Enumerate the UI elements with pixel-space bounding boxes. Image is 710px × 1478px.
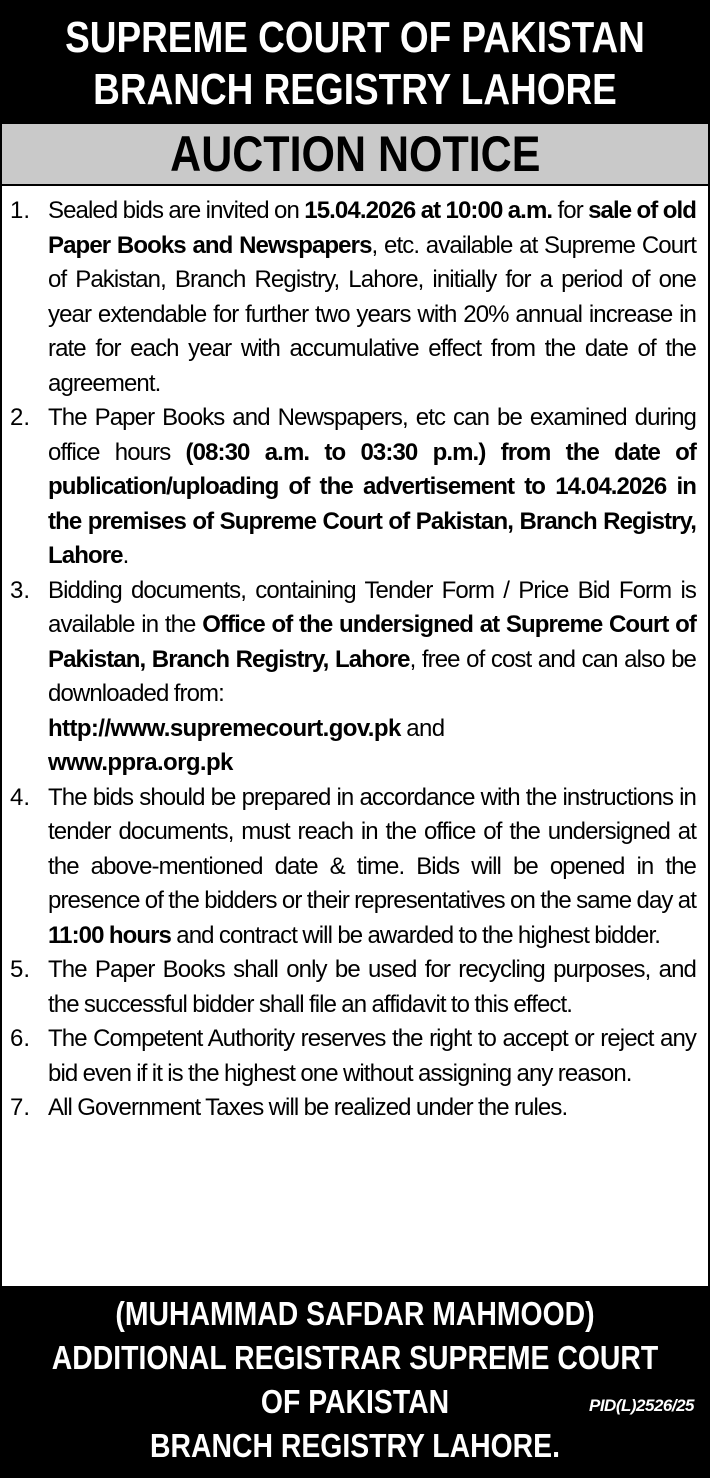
item-text-segment: for xyxy=(552,197,589,224)
officer-name: (MUHAMMAD SAFDAR MAHMOOD) xyxy=(115,1295,595,1332)
notice-title-bar xyxy=(2,122,708,186)
list-item xyxy=(10,194,696,401)
notice-title: AUCTION NOTICE xyxy=(169,126,541,182)
item-text-segment: sale of old Paper Books and Newspapers xyxy=(48,197,696,259)
item-text-segment: Bidding documents, containing Tender Form / Price Bid Form is available in the xyxy=(48,576,696,638)
list-item xyxy=(10,953,696,1022)
list-item xyxy=(10,574,696,781)
item-text-segment: The Paper Books and Newspapers, etc can be examined during office hours xyxy=(48,404,696,466)
court-name: SUPREME COURT OF PAKISTAN xyxy=(65,13,645,62)
item-number: 5. xyxy=(10,956,31,983)
item-text-segment: The Paper Books shall only be used for recycling purposes, and the successful bidder shall file an affidavit to this effect. xyxy=(48,956,696,1018)
item-number: 2. xyxy=(10,404,31,431)
item-text xyxy=(48,194,696,401)
item-text-segment: All Government Taxes will be realized under the rules. xyxy=(48,1094,568,1121)
list-item xyxy=(10,401,696,574)
supreme-court-url: http://www.supremecourt.gov.pk xyxy=(48,714,401,742)
notice-header xyxy=(2,2,708,122)
item-text xyxy=(48,574,696,781)
item-text-segment: , etc. available at Supreme Court of Pakistan, Branch Registry, Lahore, initially for a period of one year extendable for further two years with 20% annual increase in rate for each year with accumulative effect from the date of the agreement. xyxy=(48,231,697,397)
item-number: 3. xyxy=(10,576,31,604)
item-text xyxy=(48,953,696,1022)
item-number: 4. xyxy=(10,783,31,811)
signature-block xyxy=(2,1286,708,1476)
item-text xyxy=(48,1022,696,1091)
item-number: 7. xyxy=(10,1094,31,1121)
item-text-segment: The Competent Authority reserves the right to accept or reject any bid even if it is the highest one without assigning any reason. xyxy=(48,1025,696,1087)
ppra-url: www.ppra.org.pk xyxy=(48,749,233,776)
item-text xyxy=(48,781,696,954)
item-text-segment: and contract will be awarded to the highest bidder. xyxy=(171,921,661,949)
item-text-segment: 11:00 hours xyxy=(48,921,171,949)
item-text-segment: The bids should be prepared in accordance with the instructions in tender documents, must reach in the office of the undersigned at the above-mentioned date & time. Bids will be opened in the presence of the bidders or their representatives on the same day at xyxy=(48,783,696,914)
item-text xyxy=(48,1091,696,1126)
url-joiner: and xyxy=(400,714,445,742)
pid-number: PID(L)2526/25 xyxy=(589,1396,694,1415)
item-number: 1. xyxy=(10,197,31,224)
list-item xyxy=(10,1022,696,1091)
officer-designation-2: OF PAKISTAN xyxy=(260,1383,450,1420)
item-text-segment: 15.04.2026 at 10:00 a.m. xyxy=(304,197,553,224)
item-text-segment: . xyxy=(122,542,129,569)
item-number: 6. xyxy=(10,1025,31,1052)
registry-name: BRANCH REGISTRY LAHORE xyxy=(93,65,617,114)
item-text-segment: Sealed bids are invited on xyxy=(48,197,305,224)
officer-designation-3: BRANCH REGISTRY LAHORE. xyxy=(150,1427,560,1464)
item-text-segment: (08:30 a.m. to 03:30 p.m.) from the date of publication/uploading of the advertisement to 14.04.2026 in the premises of Supreme Court of Pakistan, Branch Registry, Lahore xyxy=(48,438,696,569)
notice-items xyxy=(2,186,708,1126)
item-text xyxy=(48,401,696,574)
item-text-segment: , free of cost and can also be downloaded from: xyxy=(48,645,696,707)
download-links xyxy=(48,712,696,747)
list-item xyxy=(10,781,696,954)
item-text-segment: Office of the undersigned at Supreme Court of Pakistan, Branch Registry, Lahore xyxy=(48,611,697,673)
list-item xyxy=(10,1091,696,1126)
officer-designation-1: ADDITIONAL REGISTRAR SUPREME COURT xyxy=(51,1339,659,1376)
